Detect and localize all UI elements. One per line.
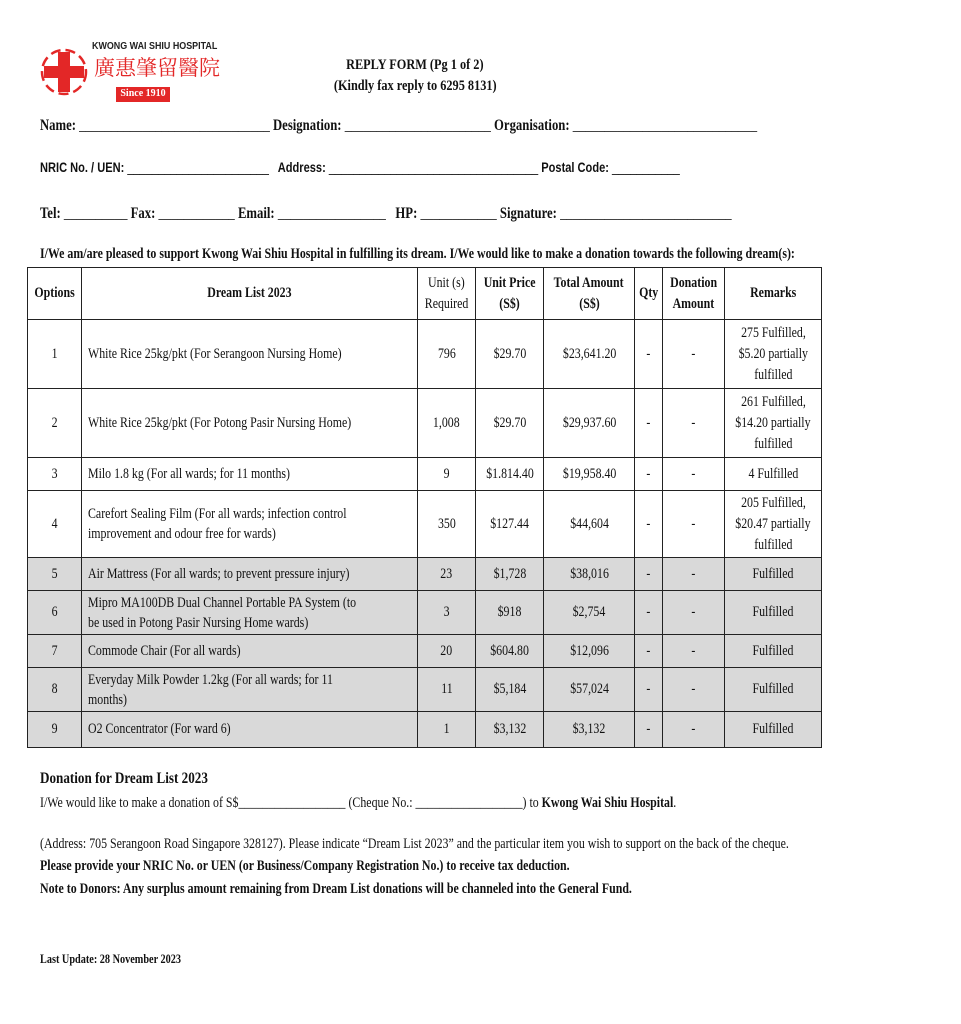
units-required: 796 [418, 320, 476, 389]
table-row [28, 558, 822, 591]
header-total-amount: Total Amount (S$) [544, 268, 634, 320]
qty-field[interactable]: - [634, 668, 662, 712]
donation-line [40, 795, 816, 812]
donation-amount-field[interactable]: - [663, 491, 725, 558]
header-options: Options [28, 268, 82, 320]
total-amount: $44,604 [544, 491, 634, 558]
hp-field[interactable]: ____________ [420, 205, 497, 222]
donation-amount-field[interactable]: __________________ [238, 795, 346, 811]
designation-field[interactable]: _______________________ [344, 117, 491, 134]
item-description: White Rice 25kg/pkt (For Potong Pasir Nursing Home) [82, 389, 418, 458]
units-required: 11 [418, 668, 476, 712]
item-description: Milo 1.8 kg (For all wards; for 11 months) [82, 458, 418, 491]
unit-price: $29.70 [476, 389, 544, 458]
item-description: White Rice 25kg/pkt (For Serangoon Nursing Home) [82, 320, 418, 389]
last-update: Last Update: 28 November 2023 [40, 952, 182, 966]
dream-list-table [27, 267, 822, 748]
remarks: Fulfilled [725, 591, 822, 635]
donation-amount-field[interactable]: - [663, 389, 725, 458]
option-number: 1 [28, 320, 82, 389]
remarks: 205 Fulfilled, $20.47 partially fulfilled [725, 491, 822, 558]
remarks: Fulfilled [725, 558, 822, 591]
qty-field[interactable]: - [634, 591, 662, 635]
item-description: Carefort Sealing Film (For all wards; infection control improvement and odour free for wards) [82, 491, 418, 558]
cheque-number-field[interactable]: __________________ [415, 795, 523, 811]
since-badge: Since 1910 [120, 88, 166, 99]
item-description: Air Mattress (For all wards; to prevent pressure injury) [82, 558, 418, 591]
tel-field[interactable]: __________ [63, 205, 128, 222]
unit-price: $3,132 [476, 712, 544, 748]
nric-note: Please provide your NRIC No. or UEN (or Business/Company Registration No.) to receive tax deduction. [40, 858, 570, 874]
qty-field[interactable]: - [634, 320, 662, 389]
qty-field[interactable]: - [634, 712, 662, 748]
option-number: 7 [28, 635, 82, 668]
fax-label: Fax: [130, 205, 156, 222]
donation-prefix: I/We would like to make a donation of S$ [40, 795, 239, 811]
total-amount: $38,016 [544, 558, 634, 591]
table-row [28, 458, 822, 491]
contact-fields-row-2 [40, 160, 820, 175]
table-row [28, 389, 822, 458]
unit-price: $1,728 [476, 558, 544, 591]
address-note: (Address: 705 Serangoon Road Singapore 328127). Please indicate “Dream List 2023” and the particular item you wish to support on the back of the cheque. [40, 836, 789, 852]
option-number: 2 [28, 389, 82, 458]
signature-field[interactable]: ___________________________ [560, 205, 732, 222]
unit-price: $1.814.40 [476, 458, 544, 491]
postal-code-label: Postal Code: [541, 160, 609, 175]
table-row [28, 491, 822, 558]
table-body [28, 320, 822, 748]
donation-amount-field[interactable]: - [663, 458, 725, 491]
item-description: Everyday Milk Powder 1.2kg (For all wards; for 11 months) [82, 668, 418, 712]
qty-field[interactable]: - [634, 491, 662, 558]
header-donation-amount: Donation Amount [663, 268, 725, 320]
remarks: 261 Fulfilled, $14.20 partially fulfilled [725, 389, 822, 458]
email-label: Email: [237, 205, 275, 222]
donation-amount-field[interactable]: - [663, 668, 725, 712]
hospital-logo [40, 38, 220, 106]
donation-amount-field[interactable]: - [663, 712, 725, 748]
donation-amount-field[interactable]: - [663, 558, 725, 591]
period: . [673, 795, 677, 811]
item-description: Commode Chair (For all wards) [82, 635, 418, 668]
donation-heading: Donation for Dream List 2023 [40, 770, 208, 787]
total-amount: $3,132 [544, 712, 634, 748]
table-row [28, 635, 822, 668]
total-amount: $23,641.20 [544, 320, 634, 389]
hospital-name: KWONG WAI SHIU HOSPITAL [92, 40, 218, 52]
qty-field[interactable]: - [634, 389, 662, 458]
organisation-label: Organisation: [494, 117, 570, 134]
contact-fields-row-1 [40, 117, 914, 135]
remarks: Fulfilled [725, 668, 822, 712]
email-field[interactable]: _________________ [277, 205, 386, 222]
table-row [28, 712, 822, 748]
unit-price: $604.80 [476, 635, 544, 668]
name-label: Name: [40, 117, 77, 134]
signature-label: Signature: [499, 205, 557, 222]
header-qty: Qty [634, 268, 662, 320]
address-field[interactable]: __________________________________ [328, 160, 539, 175]
surplus-note: Note to Donors: Any surplus amount remaining from Dream List donations will be channeled into the General Fund. [40, 881, 632, 897]
qty-field[interactable]: - [634, 558, 662, 591]
hospital-chinese-name: 廣惠肇留醫院 [94, 56, 220, 80]
tel-label: Tel: [40, 205, 61, 222]
header-unit-price: Unit Price (S$) [476, 268, 544, 320]
unit-price: $127.44 [476, 491, 544, 558]
units-required: 3 [418, 591, 476, 635]
title-line-2: (Kindly fax reply to 6295 8131) [333, 78, 497, 94]
to-text: ) to [522, 795, 542, 811]
title-line-1: REPLY FORM (Pg 1 of 2) [346, 57, 484, 73]
unit-price: $5,184 [476, 668, 544, 712]
unit-price: $29.70 [476, 320, 544, 389]
option-number: 6 [28, 591, 82, 635]
units-required: 1,008 [418, 389, 476, 458]
units-required: 1 [418, 712, 476, 748]
header-remarks: Remarks [725, 268, 822, 320]
postal-code-field[interactable]: ___________ [612, 160, 680, 175]
intro-text [40, 246, 961, 263]
option-number: 4 [28, 491, 82, 558]
hp-label: HP: [395, 205, 418, 222]
hospital-payee: Kwong Wai Shiu Hospital [541, 795, 674, 811]
organisation-field[interactable]: _____________________________ [572, 117, 758, 134]
donation-amount-field[interactable]: - [663, 591, 725, 635]
name-field[interactable]: ______________________________ [79, 117, 270, 134]
units-required: 23 [418, 558, 476, 591]
table-row [28, 668, 822, 712]
remarks: 275 Fulfilled, $5.20 partially fulfilled [725, 320, 822, 389]
total-amount: $12,096 [544, 635, 634, 668]
remarks: Fulfilled [725, 635, 822, 668]
form-title [300, 55, 530, 97]
item-description: Mipro MA100DB Dual Channel Portable PA System (to be used in Potong Pasir Nursing Home wards) [82, 591, 418, 635]
nric-field[interactable]: _______________________ [127, 160, 269, 175]
header-units-required: Unit (s) Required [418, 268, 476, 320]
units-required: 9 [418, 458, 476, 491]
total-amount: $29,937.60 [544, 389, 634, 458]
total-amount: $57,024 [544, 668, 634, 712]
table-header-row [28, 268, 822, 320]
item-description: O2 Concentrator (For ward 6) [82, 712, 418, 748]
designation-label: Designation: [273, 117, 342, 134]
option-number: 5 [28, 558, 82, 591]
qty-field[interactable]: - [634, 458, 662, 491]
remarks: Fulfilled [725, 712, 822, 748]
contact-fields-row-3 [40, 205, 883, 223]
total-amount: $19,958.40 [544, 458, 634, 491]
total-amount: $2,754 [544, 591, 634, 635]
option-number: 9 [28, 712, 82, 748]
qty-field[interactable]: - [634, 635, 662, 668]
unit-price: $918 [476, 591, 544, 635]
cheque-label: (Cheque No.: [345, 795, 416, 811]
table-row [28, 591, 822, 635]
units-required: 350 [418, 491, 476, 558]
fax-field[interactable]: ____________ [158, 205, 235, 222]
nric-label: NRIC No. / UEN: [40, 160, 125, 175]
address-label: Address: [277, 160, 326, 175]
donation-amount-field[interactable]: - [663, 320, 725, 389]
header-dream-list: Dream List 2023 [82, 268, 418, 320]
intro-sentence: I/We am/are pleased to support Kwong Wai Shiu Hospital in fulfilling its dream. I/We would like to make a donation towards the following dream(s): [40, 246, 795, 262]
remarks: 4 Fulfilled [725, 458, 822, 491]
table-row [28, 320, 822, 389]
option-number: 8 [28, 668, 82, 712]
donation-amount-field[interactable]: - [663, 635, 725, 668]
option-number: 3 [28, 458, 82, 491]
units-required: 20 [418, 635, 476, 668]
